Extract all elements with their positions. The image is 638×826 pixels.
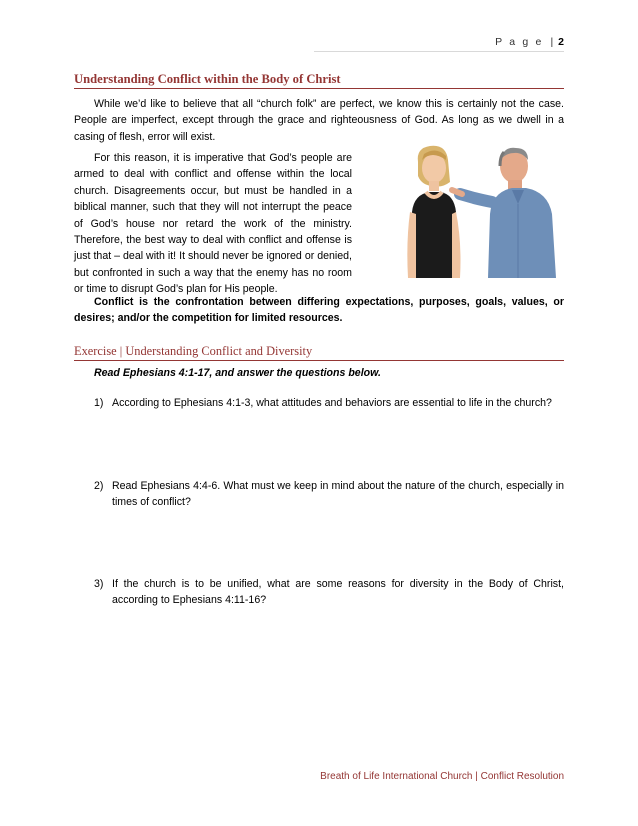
page-separator: | [550, 36, 554, 48]
page-footer: Breath of Life International Church | Conflict Resolution [320, 771, 564, 782]
conflict-paragraph: For this reason, it is imperative that God’s people are armed to deal with conflict and offense within the local church. Disagreements occur, but must be handled in a biblical manner, such that they will not interrupt the peace of God’s house nor retard the work of the ministry. Therefore, the best way to deal with conflict and offense is just that – deal with it! It should never be ignored or denied, but confronted in such a way that the enemy has no room or time to disrupt God’s plan for His people. [74, 152, 352, 296]
question-3 [94, 576, 564, 609]
question-text: Read Ephesians 4:4-6. What must we keep in mind about the nature of the church, especially in times of conflict? [112, 480, 564, 509]
page-header [495, 36, 564, 48]
question-1 [94, 395, 564, 411]
intro-paragraph: While we’d like to believe that all “church folk” are perfect, we know this is certainly not the case. People are imperfect, except through the grace and righteousness of God. As long as we dwell in a casing of flesh, error will exist. [74, 98, 564, 143]
conflict-photo [396, 142, 564, 278]
question-number: 2) [94, 480, 104, 492]
question-text: According to Ephesians 4:1-3, what attitudes and behaviors are essential to life in the church? [112, 397, 552, 409]
question-2 [94, 478, 564, 511]
section-title: Understanding Conflict within the Body of Christ [74, 72, 564, 89]
exercise-instruction: Read Ephesians 4:1-17, and answer the questions below. [94, 367, 381, 379]
header-rule [314, 51, 564, 52]
question-number: 1) [94, 397, 104, 409]
exercise-title: Exercise | Understanding Conflict and Diversity [74, 344, 564, 361]
page-number: 2 [558, 36, 564, 48]
question-number: 3) [94, 578, 104, 590]
page-label: P a g e [495, 36, 544, 48]
question-text: If the church is to be unified, what are some reasons for diversity in the Body of Christ, according to Ephesians 4:11-16? [112, 578, 564, 607]
conflict-definition: Conflict is the confrontation between differing expectations, purposes, goals, values, or desires; and/or the competition for limited resources. [74, 296, 564, 325]
